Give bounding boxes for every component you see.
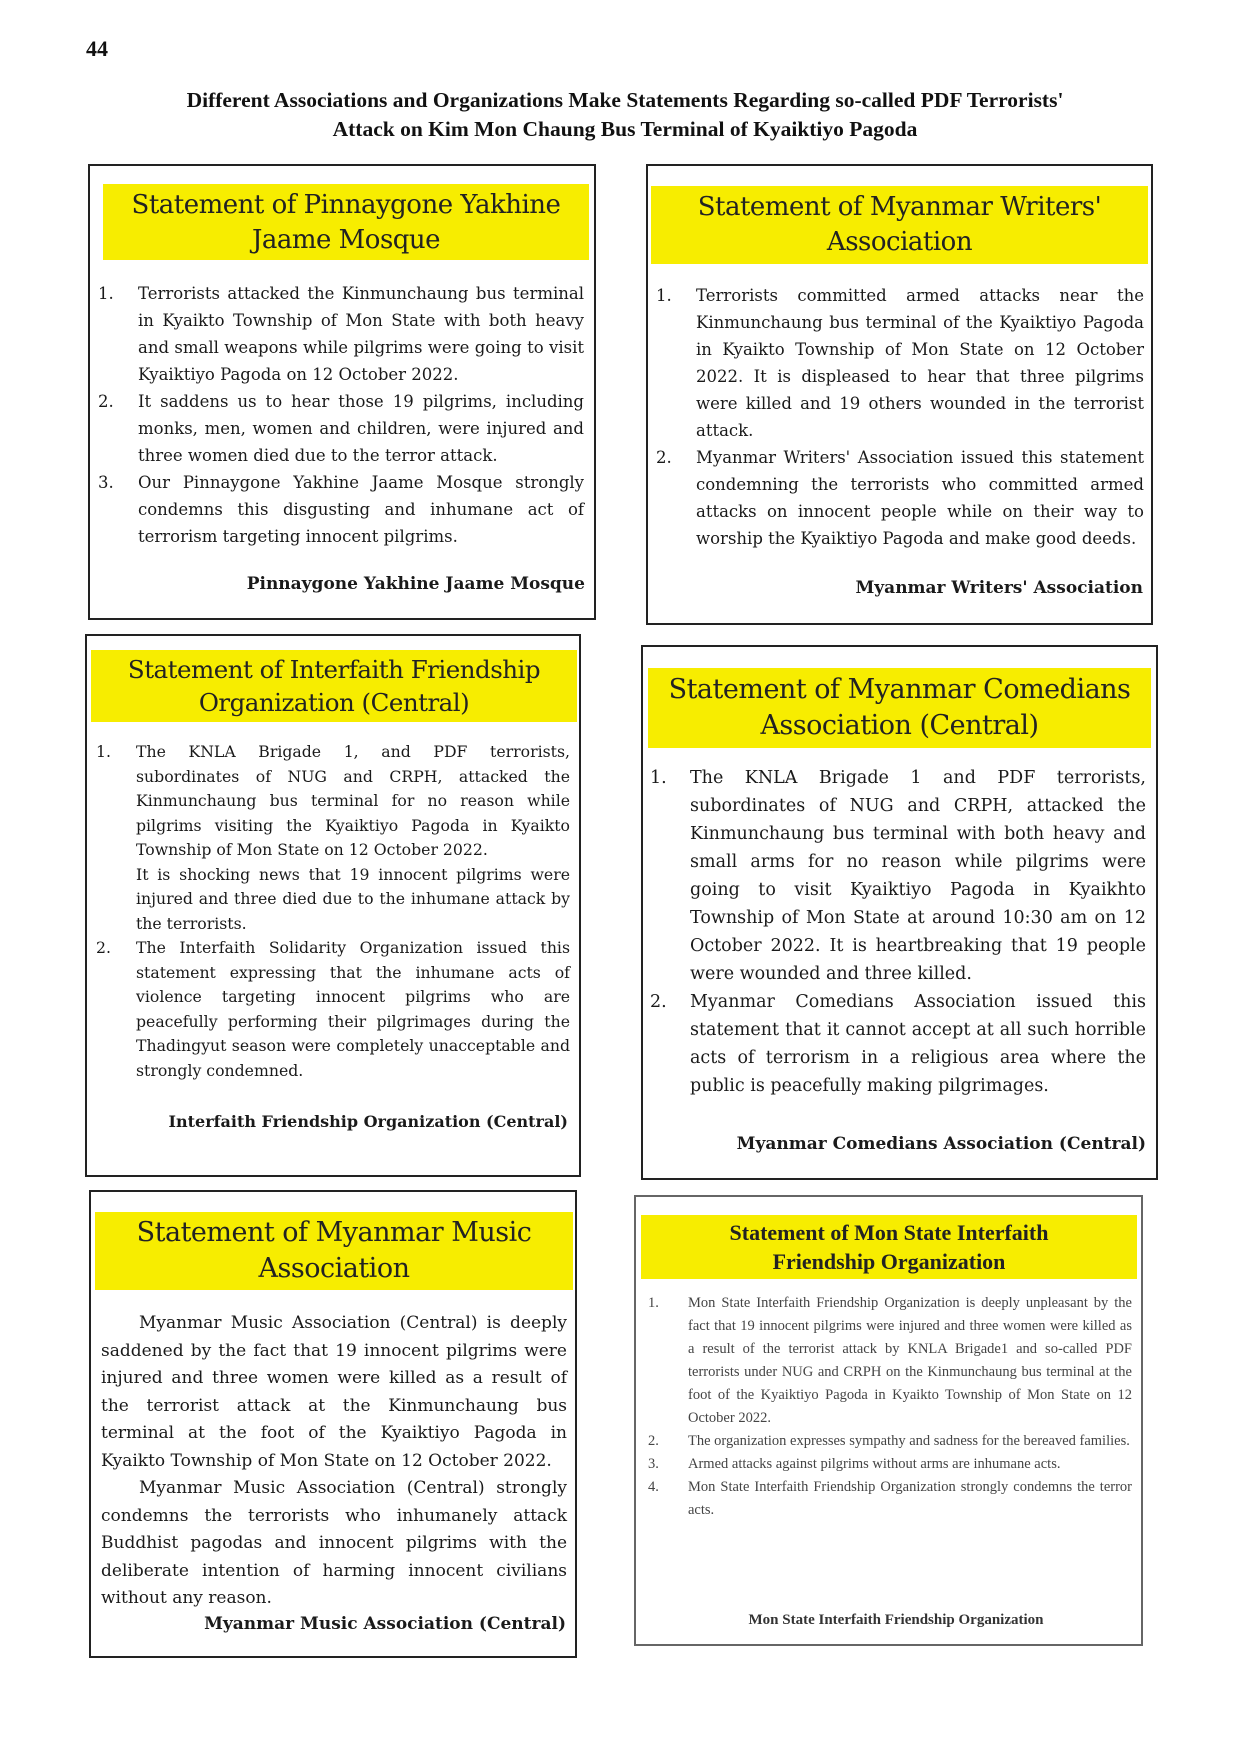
item-text: Myanmar Writers' Association issued this statement condemning the terrorists who committed armed attacks on innocent people while on their way to worship the Kyaiktiyo Pagoda and make good deeds. xyxy=(696,448,1144,548)
title-line-1: Statement of Pinnaygone Yakhine xyxy=(131,190,561,220)
item-text: Armed attacks against pilgrims without arms are inhumane acts. xyxy=(688,1456,1061,1472)
list-item xyxy=(650,764,1146,988)
list-item xyxy=(650,988,1146,1100)
title-line-2: Jaame Mosque xyxy=(251,225,441,255)
item-number: 1. xyxy=(650,768,667,788)
signature-music: Myanmar Music Association (Central) xyxy=(204,1614,566,1634)
list-item xyxy=(98,469,584,550)
item-text: The KNLA Brigade 1, and PDF terrorists, subordinates of NUG and CRPH, attacked the Kinmunchaung bus terminal for no reason while pilgrims visiting the Kyaiktiyo Pagoda in Kyaikto Township of Mon State on 12 October 2022. xyxy=(136,742,570,859)
item-number: 1. xyxy=(648,1295,659,1311)
title-bar-writers xyxy=(651,186,1148,264)
item-text: Our Pinnaygone Yakhine Jaame Mosque strongly condemns this disgusting and inhumane act of terrorism targeting innocent pilgrims. xyxy=(138,473,584,546)
title-bar-interfaith xyxy=(91,650,577,722)
item-text: The Interfaith Solidarity Organization issued this statement expressing that the inhumane acts of violence targeting innocent pilgrims who are peacefully performing their pilgrimages during the Thadingyut season were completely unacceptable and strongly condemned. xyxy=(136,938,570,1080)
list-item xyxy=(96,936,570,1083)
item-number: 1. xyxy=(98,284,114,303)
title-line-2: Association xyxy=(826,227,973,257)
page-number: 44 xyxy=(86,36,108,61)
signature-monstate: Mon State Interfaith Friendship Organization xyxy=(748,1612,1044,1628)
item-text: Myanmar Comedians Association issued this statement that it cannot accept at all such horrible acts of terrorism in a religious area where the public is peacefully making pilgrimages. xyxy=(690,992,1146,1096)
item-text: It saddens us to hear those 19 pilgrims, including monks, men, women and children, were injured and three women died due to the terror attack. xyxy=(138,392,584,465)
statement-list-writers xyxy=(656,282,1144,552)
item-number: 2. xyxy=(96,938,111,957)
list-item xyxy=(96,740,570,936)
item-number: 2. xyxy=(656,448,672,467)
paragraph: Myanmar Music Association (Central) is deeply saddened by the fact that 19 innocent pilgrims were injured and three women were killed as a result of the terrorist attack at the Kinmunchaung bus terminal at the foot of the Kyaiktiyo Pagoda in Kyaikto Township of Mon State on 12 October 2022. xyxy=(101,1313,567,1471)
item-number: 2. xyxy=(648,1433,659,1449)
title-line-1: Statement of Myanmar Comedians xyxy=(668,674,1131,705)
title-line-2: Friendship Organization xyxy=(772,1249,1006,1274)
signature-writers: Myanmar Writers' Association xyxy=(855,578,1143,598)
item-text-continued: It is shocking news that 19 innocent pilgrims were injured and three died due to the inhumane attack by the terrorists. xyxy=(136,864,570,933)
item-text: Mon State Interfaith Friendship Organization strongly condemns the terror acts. xyxy=(688,1479,1132,1518)
headline-line-2: Attack on Kim Mon Chaung Bus Terminal of Kyaiktiyo Pagoda xyxy=(332,117,918,141)
title-line-1: Statement of Myanmar Writers' xyxy=(697,192,1102,222)
item-number: 1. xyxy=(96,742,111,761)
page-headline xyxy=(90,86,1160,144)
title-line-2: Organization (Central) xyxy=(198,688,470,717)
statement-list-comedians xyxy=(650,764,1146,1100)
title-bar-mosque xyxy=(103,184,589,260)
list-item xyxy=(648,1292,1132,1430)
item-number: 2. xyxy=(98,392,114,411)
title-bar-comedians xyxy=(648,668,1151,748)
list-item xyxy=(98,280,584,388)
statement-body-music xyxy=(101,1310,567,1613)
list-item xyxy=(98,388,584,469)
title-line-1: Statement of Myanmar Music xyxy=(136,1217,532,1248)
title-bar-monstate xyxy=(641,1215,1137,1279)
statement-list-interfaith xyxy=(96,740,570,1083)
item-number: 2. xyxy=(650,992,667,1012)
item-text: Terrorists committed armed attacks near the Kinmunchaung bus terminal of the Kyaiktiyo Pagoda in Kyaikto Township of Mon State on 12 October 2022. It is displeased to hear that three pilgrims were killed and 19 others wounded in the terrorist attack. xyxy=(696,286,1144,440)
item-number: 3. xyxy=(648,1456,659,1472)
headline-line-1: Different Associations and Organizations Make Statements Regarding so-called PDF Terrorists' xyxy=(186,88,1064,112)
list-item xyxy=(656,282,1144,444)
item-text: The organization expresses sympathy and sadness for the bereaved families. xyxy=(688,1433,1130,1449)
paragraph: Myanmar Music Association (Central) strongly condemns the terrorists who inhumanely attack Buddhist pagodas and innocent pilgrims with the deliberate intention of harming innocent civilians without any reason. xyxy=(101,1478,567,1608)
list-item xyxy=(656,444,1144,552)
item-text: The KNLA Brigade 1 and PDF terrorists, subordinates of NUG and CRPH, attacked the Kinmunchaung bus terminal with both heavy and small arms for no reason while pilgrims were going to visit Kyaiktiyo Pagoda in Kyaikhto Township of Mon State at around 10:30 am on 12 October 2022. It is heartbreaking that 19 people were wounded and three killed. xyxy=(690,768,1146,984)
list-item xyxy=(648,1453,1132,1476)
signature-mosque: Pinnaygone Yakhine Jaame Mosque xyxy=(246,574,585,594)
title-bar-music xyxy=(95,1212,573,1290)
signature-interfaith: Interfaith Friendship Organization (Central) xyxy=(168,1112,568,1131)
statement-list-mosque xyxy=(98,280,584,550)
item-number: 4. xyxy=(648,1479,659,1495)
item-number: 3. xyxy=(98,473,114,492)
title-line-1: Statement of Interfaith Friendship xyxy=(127,655,541,684)
signature-comedians: Myanmar Comedians Association (Central) xyxy=(736,1134,1146,1154)
statement-list-monstate xyxy=(648,1292,1132,1522)
item-text: Mon State Interfaith Friendship Organization is deeply unpleasant by the fact that 19 innocent pilgrims were injured and three women were killed as a result of the terrorist attack by KNLA Brigade1 and so-called PDF terrorists under NUG and CRPH on the Kinmunchaung bus terminal at the foot of the Kyaiktiyo Pagoda in Kyaikto Township of Mon State on 12 October 2022. xyxy=(688,1295,1132,1426)
list-item xyxy=(648,1430,1132,1453)
title-line-1: Statement of Mon State Interfaith xyxy=(729,1220,1049,1245)
item-text: Terrorists attacked the Kinmunchaung bus terminal in Kyaikto Township of Mon State with both heavy and small weapons while pilgrims were going to visit Kyaiktiyo Pagoda on 12 October 2022. xyxy=(138,284,584,384)
item-number: 1. xyxy=(656,286,672,305)
list-item xyxy=(648,1476,1132,1522)
title-line-2: Association (Central) xyxy=(760,710,1039,741)
title-line-2: Association xyxy=(258,1253,410,1284)
